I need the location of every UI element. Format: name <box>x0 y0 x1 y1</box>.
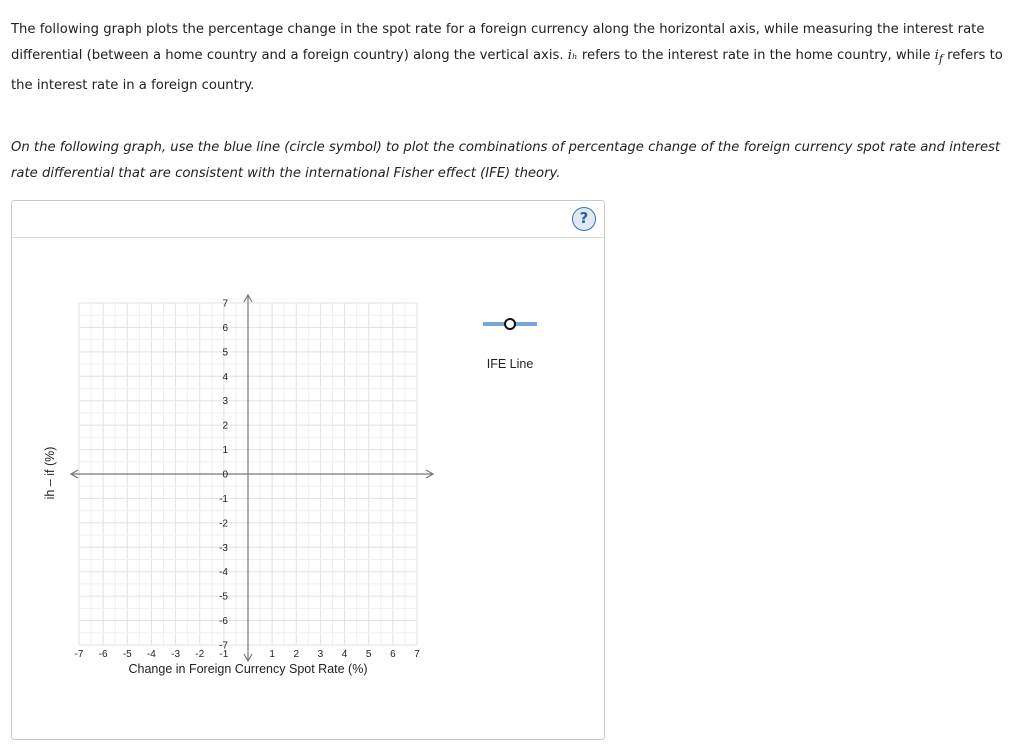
y-tick-label: -7 <box>219 640 228 652</box>
ife-graph[interactable] <box>12 201 606 741</box>
legend-circle-marker[interactable] <box>505 319 515 329</box>
x-tick-label: 1 <box>269 649 275 660</box>
intro-text-1: The following graph plots the percentage change in the spot rate for a foreign currency along the horizontal axis, while measuring the interest rate differential (between a home country and a foreign country) along the vertical axis. <box>11 22 985 63</box>
x-tick-label: -7 <box>74 649 84 660</box>
x-tick-label: 4 <box>341 649 348 660</box>
x-tick-label: -6 <box>98 649 108 660</box>
x-tick-label: 3 <box>317 649 324 660</box>
legend-label: IFE Line <box>486 357 534 371</box>
y-tick-label: 5 <box>222 347 228 359</box>
if-symbol: $i_f$ <box>934 48 943 66</box>
graph-panel <box>11 200 605 740</box>
x-tick-label: 7 <box>414 649 420 660</box>
x-tick-label: 2 <box>293 649 300 660</box>
x-tick-label: -1 <box>219 649 229 660</box>
x-tick-label: -2 <box>195 649 205 660</box>
y-tick-label: 3 <box>222 396 228 408</box>
intro-text-2: refers to the interest rate in the home country, while <box>577 48 935 63</box>
intro-text-3: refers to the interest rate in a foreign country. <box>11 48 1003 93</box>
y-tick-label: 1 <box>222 445 228 457</box>
y-tick-label: 0 <box>222 469 228 481</box>
help-button[interactable]: ? <box>572 207 596 231</box>
y-tick-label: -6 <box>219 616 228 628</box>
ih-symbol: iₕ <box>567 48 578 63</box>
y-tick-label: -5 <box>219 591 228 603</box>
y-tick-label: -4 <box>219 567 228 579</box>
y-tick-label: -1 <box>219 493 228 505</box>
y-tick-label: -3 <box>219 542 228 554</box>
x-tick-label: 5 <box>365 649 372 660</box>
if-subscript: f <box>938 52 943 66</box>
x-tick-label: -5 <box>122 649 132 660</box>
question-intro <box>11 17 1019 99</box>
x-tick-label: -3 <box>171 649 181 660</box>
y-tick-label: 7 <box>222 298 228 310</box>
x-axis-title: Change in Foreign Currency Spot Rate (%) <box>128 662 368 676</box>
y-tick-label: 2 <box>222 420 228 432</box>
y-tick-label: -2 <box>219 518 228 530</box>
graph-instruction: On the following graph, use the blue line (circle symbol) to plot the combinations of percentage change of the foreign currency spot rate and interest rate differential that are consistent with the international Fisher effect (IFE) theory. <box>11 140 1001 181</box>
x-tick-label: -4 <box>146 649 156 660</box>
x-tick-label: 6 <box>390 649 396 660</box>
y-tick-label: 4 <box>222 371 228 383</box>
y-axis-title: ih – if (%) <box>43 446 57 500</box>
y-tick-label: 6 <box>222 322 228 334</box>
